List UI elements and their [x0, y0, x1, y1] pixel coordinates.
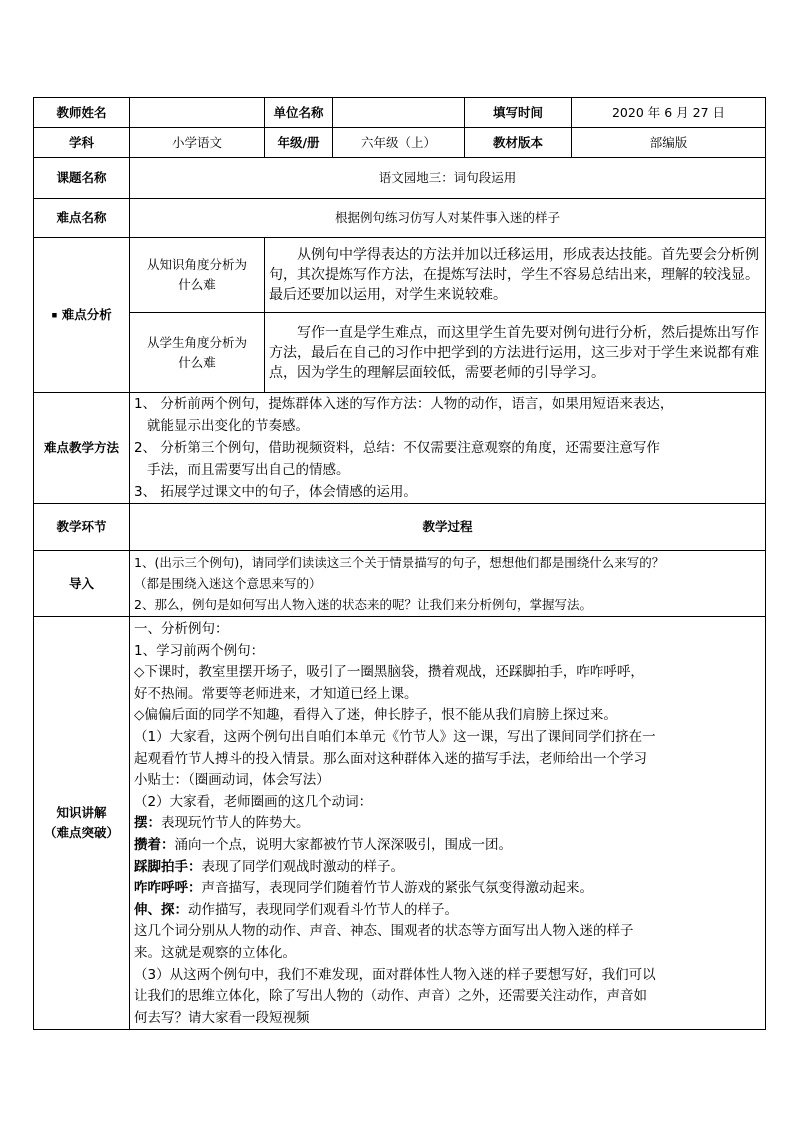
teacher-name-value: [130, 98, 265, 128]
teacher-name-label: 教师姓名: [34, 98, 130, 128]
method-text: 1、 分析前两个例句，提炼群体入迷的写作方法：人物的动作，语言，如果用短语来表达， 就能显示出变化的节奏感。 2、 分析第三个例句，借助视频资料，总结：不仅需要注意观察的角度，还需要注意写作 手法，而且需要写出自己的情感。 3、 拓展学过课文中的句子，体会情感的运用。: [130, 393, 766, 504]
step-header: 教学环节: [34, 504, 130, 551]
knowledge-label: 知识讲解 （难点突破）: [34, 617, 130, 1030]
term-line: 踩脚拍手：表现了同学们观战时激动的样子。: [134, 858, 404, 875]
knowledge-text: 一、分析例句： 1、学习前两个例句： ◇下课时，教室里摆开场子，吸引了一圈黑脑袋，攒着观战，还踩脚拍手，咋咋呼呼， 好不热闹。常要等老师进来，才知道已经上课。 ◇偏偏后面的同学不知趣，看得入了迷，伸长脖子，恨不能从我们肩膀上探过来。 （1）大家看，这两个例句出自咱们本单元《竹节人》这一课，写出了课间同学们挤在一 起观看竹节人搏斗的投入情景。那么面对这种群体入迷的描写手法，老师给出一个学习 小贴士：（圈画动词，体会写法） （2）大家看，老师圈画的这几个动词： 摆：表现玩竹节人的阵势大。 攒着：涌向一个点，说明大家都被竹节人深深吸引，围成一团。 踩脚拍手：表现了同学们观战时激动的样子。 咋咋呼呼：声音描写，表现同学们随着竹节人游戏的紧张气氛变得激动起来。 伸、探：动作描写，表现同学们观看斗竹节人的样子。 这几个词分别从人物的动作、声音、神态、围观者的状态等方面写出人物入迷的样子 来。这就是观察的立体化。 （3）从这两个例句中，我们不难发现，面对群体性人物入迷的样子要想写好，我们可以 让我们的思维立体化，除了写出人物的（动作、声音）之外，还需要关注动作，声音如 何去写？请大家看一段短视频: [130, 617, 766, 1030]
fill-time-label: 填写时间: [465, 98, 572, 128]
difficulty-label: 难点名称: [34, 199, 130, 238]
textbook-label: 教材版本: [465, 128, 572, 158]
grade-value: 六年级（上）: [333, 128, 465, 158]
fill-time-value: 2020 年 6 月 27 日: [572, 98, 766, 128]
intro-label: 导入: [34, 551, 130, 617]
student-angle-text: 写作一直是学生难点，而这里学生首先要对例句进行分析，然后提炼出写作方法，最后在自己的习作中把学到的方法进行运用，这三步对于学生来说都有难点，因为学生的理解层面较低，需要老师的引导学习。: [265, 313, 766, 393]
method-label: 难点教学方法: [34, 393, 130, 504]
term-line: 咋咋呼呼：声音描写，表现同学们随着竹节人游戏的紧张气氛变得激动起来。: [134, 880, 593, 897]
unit-name-value: [333, 98, 465, 128]
subject-value: 小学语文: [130, 128, 265, 158]
term-line: 伸、探：动作描写，表现同学们观看斗竹节人的样子。: [134, 901, 458, 918]
topic-value: 语文园地三：词句段运用: [130, 158, 766, 199]
subject-label: 学科: [34, 128, 130, 158]
lesson-plan-table: [33, 97, 766, 1030]
difficulty-value: 根据例句练习仿写人对某件事入迷的样子: [130, 199, 766, 238]
grade-label: 年级/册: [265, 128, 333, 158]
knowledge-angle-label: 从知识角度分析为 什么难: [130, 238, 265, 313]
intro-text: 1、(出示三个例句)，请同学们读读这三个关于情景描写的句子，想想他们都是围绕什么来写的？ （都是围绕入迷这个意思来写的） 2、那么，例句是如何写出人物入迷的状态来的呢？让我们来分析例句，掌握写法。: [130, 551, 766, 617]
student-angle-label: 从学生角度分析为 什么难: [130, 313, 265, 393]
term-line: 摆：表现玩竹节人的阵势大。: [134, 815, 310, 832]
process-header: 教学过程: [130, 504, 766, 551]
analysis-label: ▪ 难点分析: [34, 238, 130, 393]
topic-label: 课题名称: [34, 158, 130, 199]
unit-name-label: 单位名称: [265, 98, 333, 128]
bullet-marker: ▪: [51, 310, 58, 321]
textbook-value: 部编版: [572, 128, 766, 158]
knowledge-angle-text: 从例句中学得表达的方法并加以迁移运用，形成表达技能。首先要会分析例句，其次提炼写作方法，在提炼写法时，学生不容易总结出来，理解的较浅显。最后还要加以运用，对学生来说较难。: [265, 238, 766, 313]
term-line: 攒着：涌向一个点，说明大家都被竹节人深深吸引，围成一团。: [134, 836, 512, 853]
